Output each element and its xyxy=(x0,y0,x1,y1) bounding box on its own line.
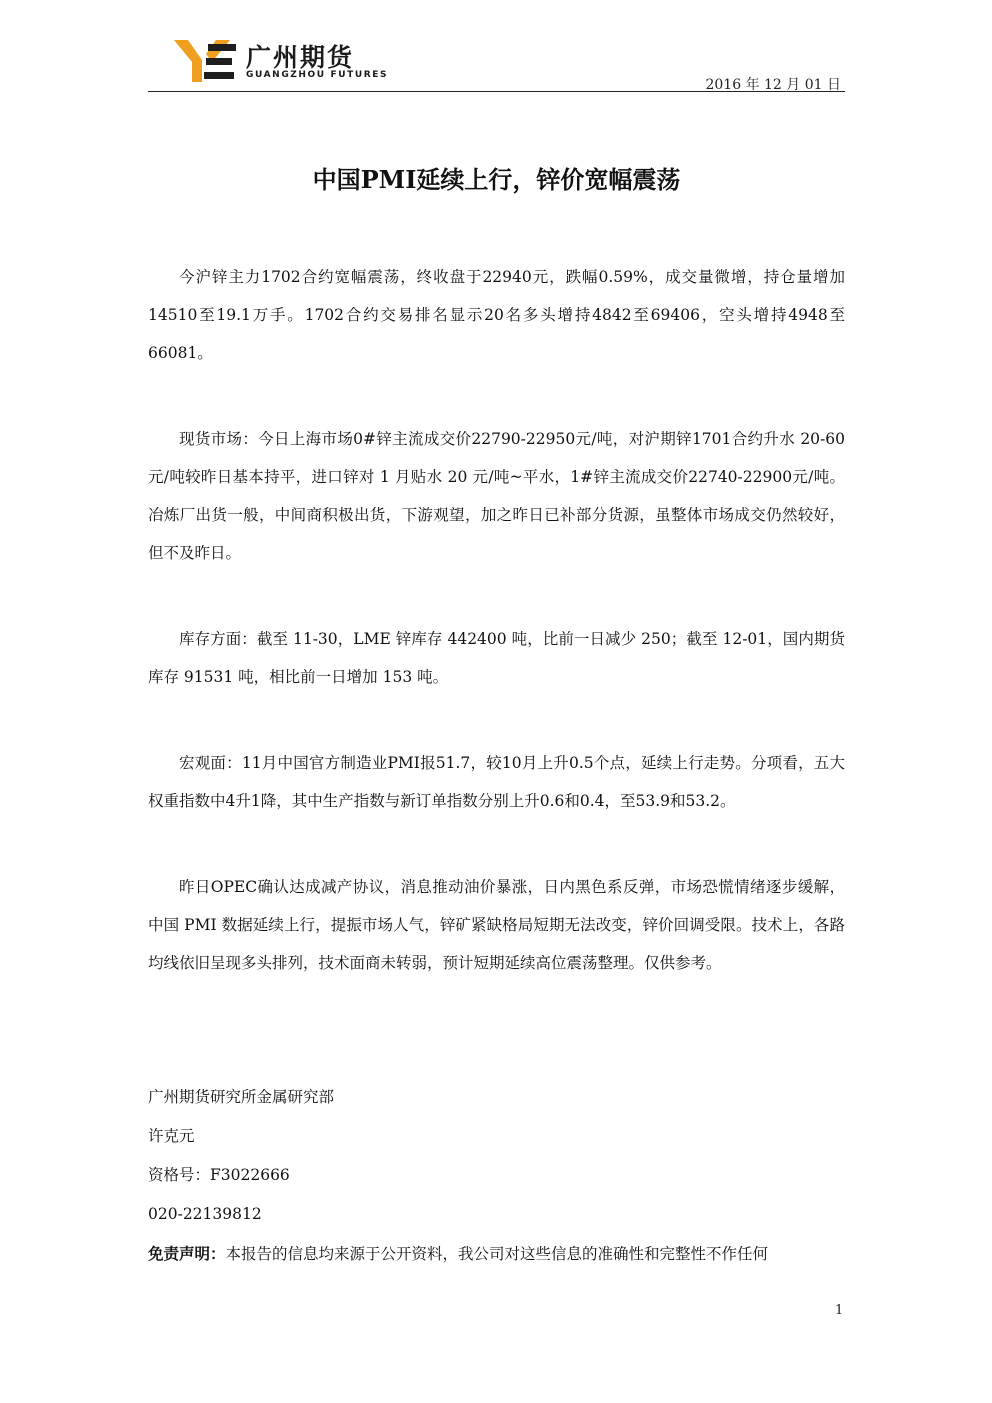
header-divider xyxy=(148,91,845,92)
report-title: 中国PMI延续上行，锌价宽幅震荡 xyxy=(312,165,681,194)
page-header xyxy=(148,30,845,94)
paragraph-inventory: 库存方面：截至 11-30，LME 锌库存 442400 吨，比前一日减少 250；截至 12-01，国内期货库存 91531 吨，相比前一日增加 153 吨。 xyxy=(148,630,845,686)
signature-phone: 020-22139812 xyxy=(148,1205,262,1223)
guangzhou-futures-logo-icon xyxy=(172,38,238,84)
logo-english-name: GUANGZHOU FUTURES xyxy=(246,70,389,80)
logo-chinese-name: 广州期货 xyxy=(246,43,355,72)
company-logo xyxy=(172,38,389,84)
disclaimer xyxy=(148,1234,845,1274)
paragraph-market-summary: 今沪锌主力1702合约宽幅震荡，终收盘于22940元，跌幅0.59%，成交量微增，持仓量增加14510至19.1万手。1702合约交易排名显示20名多头增持4842至69406，空头增持4948至66081。 xyxy=(148,268,845,362)
report-body xyxy=(148,258,845,1030)
disclaimer-text: 本报告的信息均来源于公开资料，我公司对这些信息的准确性和完整性不作任何 xyxy=(225,1245,769,1263)
signature-department: 广州期货研究所金属研究部 xyxy=(148,1088,335,1106)
paragraph-macro: 宏观面：11月中国官方制造业PMI报51.7，较10月上升0.5个点，延续上行走势。分项看，五大权重指数中4升1降，其中生产指数与新订单指数分别上升0.6和0.4，至53.9和53.2。 xyxy=(148,754,845,810)
signature-author: 许克元 xyxy=(148,1127,195,1145)
paragraph-spot-market: 现货市场：今日上海市场0#锌主流成交价22790-22950元/吨，对沪期锌1701合约升水 20-60 元/吨较昨日基本持平，进口锌对 1 月贴水 20 元/吨~平水，1#锌主流成交价22740-22900元/吨。冶炼厂出货一般，中间商积极出货，下游观望，加之昨日已补部分货源，虽整体市场成交仍然较好，但不及昨日。 xyxy=(148,430,845,562)
report-date: 2016 年 12 月 01 日 xyxy=(705,77,841,93)
page-number: 1 xyxy=(835,1303,844,1318)
paragraph-outlook: 昨日OPEC确认达成减产协议，消息推动油价暴涨，日内黑色系反弹，市场恐慌情绪逐步缓解，中国 PMI 数据延续上行，提振市场人气，锌矿紧缺格局短期无法改变，锌价回调受限。技术上，各路均线依旧呈现多头排列，技术面商未转弱，预计短期延续高位震荡整理。仅供参考。 xyxy=(148,878,845,972)
signature-qualification: 资格号：F3022666 xyxy=(148,1166,290,1184)
signature-block xyxy=(148,1078,845,1274)
disclaimer-label: 免责声明： xyxy=(148,1244,226,1263)
